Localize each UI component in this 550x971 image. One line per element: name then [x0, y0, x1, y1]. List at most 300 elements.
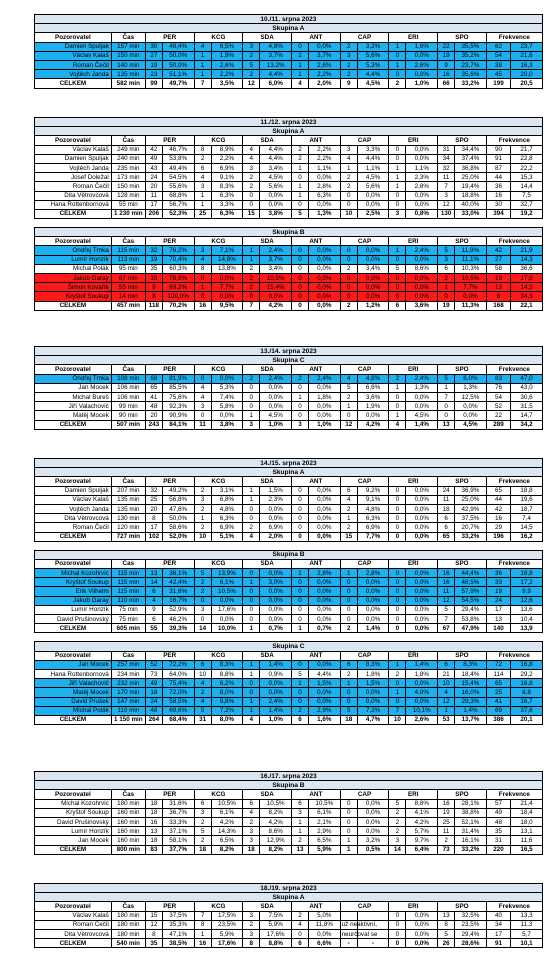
cell-value: 8	[194, 264, 211, 273]
cell-value: 5,8%	[211, 402, 243, 411]
cell-value: 9,8%	[211, 697, 243, 706]
cell-value: 0	[194, 274, 211, 283]
cell-value: 1	[243, 578, 260, 587]
cell-value: 1,1%	[406, 163, 438, 172]
cell-value: 10,5%	[309, 799, 341, 808]
cell-value: 0,0%	[309, 411, 341, 420]
column-header: KCG	[194, 136, 243, 145]
cell-value: 1,4%	[406, 660, 438, 669]
cell-value: 7,5%	[260, 911, 292, 920]
table-row	[35, 283, 543, 292]
cell-value: 53,8%	[162, 154, 194, 163]
cell-value: 4	[438, 688, 455, 697]
cell-value: 1 230 min	[111, 209, 145, 218]
column-header: Čas	[111, 477, 145, 486]
group-spacer	[35, 633, 543, 642]
cell-value: 14,3%	[211, 827, 243, 836]
column-header: Frekvence	[486, 651, 542, 660]
cell-value: 0	[291, 402, 308, 411]
cell-value: 4,5%	[357, 79, 389, 88]
cell-value: 23,5%	[211, 920, 243, 929]
cell-value: 0	[340, 411, 357, 420]
column-header-row	[35, 902, 543, 911]
cell-value: 2	[194, 817, 211, 826]
cell-value: 23	[145, 70, 162, 79]
cell-value: 19	[145, 255, 162, 264]
cell-value: 0	[340, 191, 357, 200]
cell-value: 16	[194, 301, 211, 310]
date-block	[34, 458, 542, 725]
cell-value: 1	[389, 182, 406, 191]
cell-value: 6,2%	[211, 679, 243, 688]
cell-value: 2	[194, 523, 211, 532]
cell-value: 6,1%	[211, 808, 243, 817]
cell-value: 160 min	[111, 827, 145, 836]
cell-value: 5,3%	[211, 383, 243, 392]
observer-name: Kryštof Soukup	[35, 808, 112, 817]
date-title: 13./14. srpna 2023	[35, 347, 543, 356]
observer-name: Michal Polák	[35, 264, 112, 273]
cell-value: 0	[194, 292, 211, 301]
cell-value: 2,6%	[406, 60, 438, 69]
cell-value: 45	[486, 70, 510, 79]
cell-value: 168	[486, 301, 510, 310]
cell-value: 0	[389, 523, 406, 532]
cell-value: 0,0%	[309, 495, 341, 504]
cell-value: 3,8%	[260, 209, 292, 218]
cell-value: 0	[389, 615, 406, 624]
cell-value: 37,5%	[455, 514, 487, 523]
column-header: SPO	[438, 136, 487, 145]
cell-value: 4	[243, 808, 260, 817]
column-header: ANT	[291, 559, 340, 568]
cell-value: 37,5%	[162, 911, 194, 920]
cell-value: 0,0%	[309, 504, 341, 513]
total-row	[35, 79, 543, 88]
cell-value: 15	[340, 532, 357, 541]
cell-value: 52,0%	[162, 532, 194, 541]
group-title: Skupina A	[35, 24, 543, 33]
cell-value: 2,8%	[309, 182, 341, 191]
cell-value: 8	[194, 920, 211, 929]
cell-value: 1	[194, 200, 211, 209]
cell-value: 3,8%	[211, 420, 243, 429]
cell-value: 72,0%	[162, 688, 194, 697]
date-row	[35, 347, 543, 356]
cell-value: 6	[340, 486, 357, 495]
cell-value: 8,6%	[406, 264, 438, 273]
cell-value: 0,0%	[309, 660, 341, 669]
cell-value: 0,0%	[406, 51, 438, 60]
cell-value: 0,0%	[309, 605, 341, 614]
cell-value: 11,1%	[455, 255, 487, 264]
cell-value: 3,2%	[357, 836, 389, 845]
cell-value: 0,0%	[357, 605, 389, 614]
cell-value: 1	[291, 191, 308, 200]
cell-value: 1,1%	[309, 163, 341, 172]
cell-value: 0,0%	[406, 911, 438, 920]
cell-value: 17	[145, 523, 162, 532]
cell-value: 7	[438, 392, 455, 401]
column-header: ERI	[389, 559, 438, 568]
cell-value: 0,0%	[455, 292, 487, 301]
cell-value: 173 min	[111, 173, 145, 182]
cell-value: 0	[340, 697, 357, 706]
cell-value: 0	[389, 191, 406, 200]
cell-value: 40	[486, 911, 510, 920]
cell-value: 49,2%	[162, 486, 194, 495]
cell-value: 3,4%	[260, 163, 292, 172]
total-label: CELKEM	[35, 209, 112, 218]
cell-value: 2	[340, 392, 357, 401]
cell-value: 6,9%	[211, 163, 243, 172]
cell-value: 135 min	[111, 70, 145, 79]
cell-value: 2	[243, 523, 260, 532]
cell-value: 234 min	[111, 669, 145, 678]
cell-value: 0,0%	[309, 615, 341, 624]
cell-value: 2	[340, 42, 357, 51]
cell-value: 90	[486, 145, 510, 154]
cell-value: 3	[291, 420, 308, 429]
cell-value: 7	[243, 301, 260, 310]
column-header: Pozorovatel	[35, 559, 112, 568]
cell-value: 0,0%	[406, 697, 438, 706]
cell-value: 3	[291, 808, 308, 817]
observer-name: Vojtěch Janda	[35, 504, 112, 513]
date-row	[35, 118, 543, 127]
cell-value: 14,8%	[211, 255, 243, 264]
cell-value: 76,2%	[162, 246, 194, 255]
group-title: Skupina C	[35, 356, 543, 365]
cell-value: 8,0%	[211, 715, 243, 724]
cell-value: 2,0%	[309, 79, 341, 88]
column-header-row	[35, 237, 543, 246]
cell-value: 0	[291, 301, 308, 310]
cell-value: 0	[389, 596, 406, 605]
cell-value: 5,7	[511, 929, 543, 938]
cell-value: 6,0%	[455, 374, 487, 383]
cell-value: 120 min	[111, 523, 145, 532]
group-row	[35, 781, 543, 790]
observer-name: Erik Vilhelm	[35, 587, 112, 596]
cell-value: 35	[145, 264, 162, 273]
cell-value: 18	[145, 808, 162, 817]
cell-value: 2	[291, 911, 308, 920]
cell-value: 4,2%	[211, 817, 243, 826]
cell-value: 13,3	[511, 911, 543, 920]
cell-value: 16,7	[511, 697, 543, 706]
group-row	[35, 468, 543, 477]
cell-value: 0	[291, 514, 308, 523]
observer-name: Václav Kalaš	[35, 911, 112, 920]
cell-value: 7	[389, 706, 406, 715]
cell-value: 0,0%	[260, 200, 292, 209]
cell-value: 0	[340, 808, 357, 817]
observer-name: David Prušinovský	[35, 615, 112, 624]
cell-value: 2,4%	[406, 374, 438, 383]
column-header: SPO	[438, 651, 487, 660]
cell-value: 394	[486, 209, 510, 218]
cell-value: 2	[389, 808, 406, 817]
cell-value: 9,2%	[357, 486, 389, 495]
cell-value: 8,2%	[260, 845, 292, 854]
column-header: Pozorovatel	[35, 902, 112, 911]
cell-value: 0	[194, 374, 211, 383]
observer-name: Damien Špuljak	[35, 42, 112, 51]
observer-name: Vojtěch Janda	[35, 70, 112, 79]
cell-value: 5,9%	[260, 920, 292, 929]
cell-value: 18	[243, 845, 260, 854]
cell-value: 1,5%	[357, 679, 389, 688]
cell-value: 4	[340, 154, 357, 163]
column-header: Pozorovatel	[35, 33, 112, 42]
cell-value: 150 min	[111, 182, 145, 191]
cell-value: 10,5%	[260, 274, 292, 283]
cell-value: 1	[243, 486, 260, 495]
cell-value: 100,0%	[162, 292, 194, 301]
cell-value: 1	[243, 706, 260, 715]
cell-value: 52	[145, 660, 162, 669]
cell-value: 1,9%	[357, 402, 389, 411]
cell-value: 33,2%	[455, 532, 487, 541]
cell-value: 0,0%	[309, 688, 341, 697]
cell-value: 0,0%	[309, 402, 341, 411]
cell-value: 14,5	[511, 523, 543, 532]
cell-value: 4,7%	[357, 715, 389, 724]
cell-value: 5	[438, 246, 455, 255]
cell-value: 8,8%	[406, 799, 438, 808]
cell-value: 91	[486, 939, 510, 948]
column-header: SPO	[438, 559, 487, 568]
table-row	[35, 173, 543, 182]
cell-value: 16,8	[511, 660, 543, 669]
cell-value: 13,9%	[211, 569, 243, 578]
cell-value: 16	[486, 191, 510, 200]
cell-value: 2	[291, 374, 308, 383]
column-header: SDA	[243, 651, 292, 660]
cell-value: 84,1%	[162, 420, 194, 429]
cell-value: 19	[438, 51, 455, 60]
cell-value: 8,2%	[211, 845, 243, 854]
cell-value: 12	[438, 596, 455, 605]
column-header: KCG	[194, 365, 243, 374]
table-row	[35, 383, 543, 392]
cell-value: 0	[291, 486, 308, 495]
cell-value: 0	[389, 292, 406, 301]
cell-value: 3	[243, 163, 260, 172]
column-header: CAP	[340, 902, 389, 911]
cell-value: 8	[145, 929, 162, 938]
column-header: Frekvence	[486, 136, 542, 145]
cell-value: 257 min	[111, 660, 145, 669]
cell-value: 6,3%	[357, 514, 389, 523]
cell-value: 17,6%	[211, 605, 243, 614]
cell-value: 44,4%	[455, 569, 487, 578]
cell-value: 0	[291, 615, 308, 624]
column-header: CAP	[340, 33, 389, 42]
cell-value: 29,4%	[455, 929, 487, 938]
cell-value: 17,2	[511, 578, 543, 587]
cell-value: 47,1%	[162, 929, 194, 938]
group-row	[35, 228, 543, 237]
cell-value: 7	[438, 615, 455, 624]
cell-value: 4	[194, 697, 211, 706]
cell-value: 9,7%	[406, 836, 438, 845]
column-header: ANT	[291, 33, 340, 42]
cell-value: 0,0%	[357, 596, 389, 605]
cell-value: 31,6%	[162, 587, 194, 596]
cell-value: 91	[486, 154, 510, 163]
cell-value: 36	[486, 569, 510, 578]
cell-value: 2	[340, 264, 357, 273]
table-row	[35, 246, 543, 255]
cell-value: 26	[438, 939, 455, 948]
cell-value: 68,8%	[162, 191, 194, 200]
cell-value: 9,1%	[211, 173, 243, 182]
group-title: Skupina A	[35, 468, 543, 477]
cell-value: 23,7	[511, 42, 543, 51]
cell-value: 0	[389, 274, 406, 283]
cell-value: 249 min	[111, 145, 145, 154]
cell-value: 29,4%	[455, 605, 487, 614]
cell-value: 0,0%	[406, 596, 438, 605]
observer-name: Lumír Honzík	[35, 827, 112, 836]
cell-value: 34	[438, 154, 455, 163]
cell-value: 0	[389, 911, 406, 920]
cell-value: 2,2%	[309, 145, 341, 154]
cell-value: 5	[243, 60, 260, 69]
cell-value: 7,4%	[211, 392, 243, 401]
observer-name: Jiří Valachovič	[35, 679, 112, 688]
cell-value: 90 min	[111, 411, 145, 420]
table-row	[35, 154, 543, 163]
cell-value: 2,1%	[309, 817, 341, 826]
table-row	[35, 411, 543, 420]
cell-value: 6,8%	[211, 495, 243, 504]
cell-value: 2	[340, 173, 357, 182]
cell-value: 18	[145, 688, 162, 697]
table-row	[35, 578, 543, 587]
observer-name: Roman Čečil	[35, 60, 112, 69]
column-header: CAP	[340, 651, 389, 660]
cell-value: 6	[145, 587, 162, 596]
cell-value: 54,5%	[455, 596, 487, 605]
cell-value: 3,1%	[211, 486, 243, 495]
cell-value: 0,0%	[406, 615, 438, 624]
total-row	[35, 939, 543, 948]
cell-value: 2	[438, 836, 455, 845]
cell-value: 110 min	[111, 706, 145, 715]
cell-value: 3	[340, 51, 357, 60]
cell-value: 25,0%	[455, 173, 487, 182]
cell-value: 0	[438, 411, 455, 420]
cell-value: 17,5%	[211, 911, 243, 920]
observer-name: Lumír Honzík	[35, 255, 112, 264]
group-title: Skupina B	[35, 228, 543, 237]
cell-value: 48	[486, 817, 510, 826]
cell-value: 2	[243, 817, 260, 826]
table-row	[35, 817, 543, 826]
cell-value: 3,4%	[260, 264, 292, 273]
cell-value: 34	[486, 920, 510, 929]
cell-value: 2,2%	[309, 70, 341, 79]
table-row	[35, 929, 543, 938]
cell-value: 19	[486, 274, 510, 283]
cell-value: 6,5%	[211, 836, 243, 845]
cell-value: 14	[194, 624, 211, 633]
cell-value: 14,2	[511, 283, 543, 292]
cell-value: 6,6%	[309, 939, 341, 948]
cell-value: 19	[438, 301, 455, 310]
cell-value: 13,1	[511, 827, 543, 836]
cell-value: 25	[194, 209, 211, 218]
cell-value: 102	[145, 532, 162, 541]
cell-value: 22,2	[511, 163, 543, 172]
table-row	[35, 660, 543, 669]
cell-value: 115 min	[111, 569, 145, 578]
cell-value: 52	[486, 402, 510, 411]
cell-value: 6	[340, 660, 357, 669]
cell-value: 0,0%	[357, 246, 389, 255]
date-title: 14./15. srpna 2023	[35, 459, 543, 468]
cell-value: 1,0%	[309, 420, 341, 429]
cell-value: 55 min	[111, 200, 145, 209]
cell-value: 3	[194, 808, 211, 817]
cell-value: 4	[291, 920, 308, 929]
cell-value: 12	[340, 420, 357, 429]
cell-value: 13	[291, 845, 308, 854]
cell-value: 2	[243, 264, 260, 273]
column-header: PER	[145, 559, 194, 568]
cell-value: 2	[194, 154, 211, 163]
cell-value: 0	[243, 191, 260, 200]
cell-value: 35,5%	[455, 42, 487, 51]
cell-value: 3	[389, 209, 406, 218]
cell-value: 0,0%	[357, 411, 389, 420]
cell-value: 18,0	[511, 817, 543, 826]
cell-value: 20	[145, 411, 162, 420]
column-header: ERI	[389, 902, 438, 911]
cell-value: 0,0%	[406, 486, 438, 495]
cell-value: 55 min	[111, 283, 145, 292]
cell-value: 0	[340, 817, 357, 826]
column-header: CAP	[340, 237, 389, 246]
cell-value: 0,0%	[406, 392, 438, 401]
cell-value: 180 min	[111, 929, 145, 938]
cell-value: 140	[486, 624, 510, 633]
cell-value: 5,1%	[211, 532, 243, 541]
cell-value: 20,7%	[455, 523, 487, 532]
total-row	[35, 624, 543, 633]
cell-value: 16	[438, 70, 455, 79]
cell-value: 6,3%	[309, 191, 341, 200]
cell-value: 0,0%	[406, 274, 438, 283]
cell-value: 5	[438, 929, 455, 938]
cell-value: 32,7	[511, 200, 543, 209]
column-header: Čas	[111, 33, 145, 42]
column-header: ERI	[389, 33, 438, 42]
cell-value: 1	[340, 514, 357, 523]
cell-value: 0	[291, 587, 308, 596]
cell-value: 2,0%	[260, 532, 292, 541]
cell-value: 31	[438, 145, 455, 154]
cell-value: 0	[243, 679, 260, 688]
cell-value: 1	[243, 660, 260, 669]
cell-value: 0	[243, 688, 260, 697]
cell-value: 0	[389, 70, 406, 79]
cell-value: 0,0%	[260, 615, 292, 624]
column-header: SDA	[243, 559, 292, 568]
